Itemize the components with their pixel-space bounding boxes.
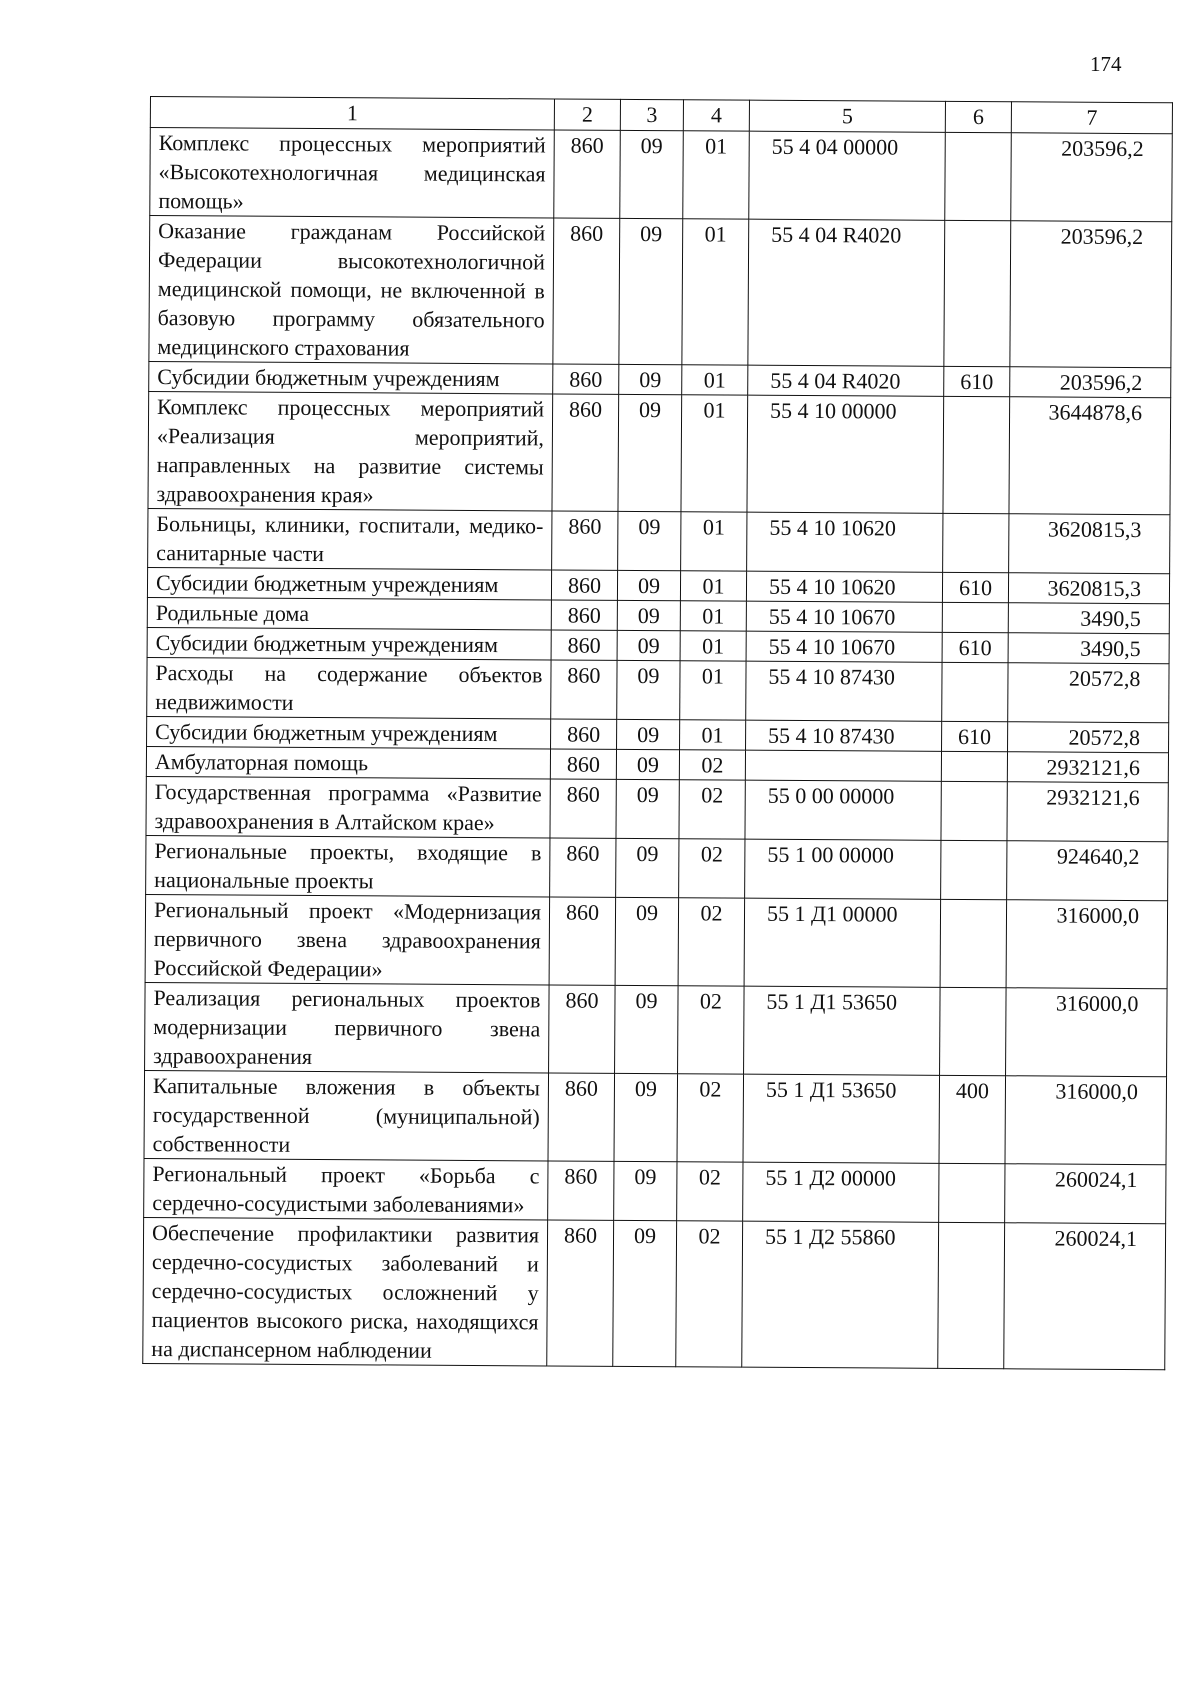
row-target-article-cell xyxy=(745,750,941,781)
row-section-cell: 09 xyxy=(616,838,679,897)
row-expense-type-cell: 610 xyxy=(942,721,1008,751)
row-subsection-cell: 01 xyxy=(681,395,748,512)
table-row xyxy=(146,776,1168,841)
row-subsection-cell: 01 xyxy=(680,661,746,720)
row-amount-cell: 260024,1 xyxy=(1005,1164,1166,1224)
row-amount-cell: 3644878,6 xyxy=(1009,397,1171,515)
row-grbs-cell: 860 xyxy=(551,719,617,749)
row-subsection-cell: 02 xyxy=(678,986,745,1074)
row-section-cell: 09 xyxy=(619,218,683,364)
page-number: 174 xyxy=(1090,52,1122,76)
row-name-cell: Государственная программа «Развитие здравоохранения в Алтайском крае» xyxy=(146,776,550,837)
row-subsection-cell: 02 xyxy=(677,1162,743,1221)
row-expense-type-cell xyxy=(944,220,1011,366)
row-amount-cell: 924640,2 xyxy=(1007,841,1168,901)
row-amount-cell: 203596,2 xyxy=(1010,221,1172,368)
row-grbs-cell: 860 xyxy=(554,130,621,218)
row-expense-type-cell xyxy=(941,751,1007,781)
row-section-cell: 09 xyxy=(617,719,680,749)
row-subsection-cell: 01 xyxy=(682,365,748,395)
row-expense-type-cell xyxy=(938,1222,1005,1368)
row-name-cell: Комплекс процессных мероприятий «Высокотехнологичная медицинская помощь» xyxy=(150,128,555,218)
row-grbs-cell: 860 xyxy=(548,1161,614,1220)
row-grbs-cell: 860 xyxy=(552,394,619,511)
row-subsection-cell: 01 xyxy=(680,571,746,601)
row-section-cell: 09 xyxy=(617,600,680,630)
row-name-cell: Региональный проект «Борьба с сердечно-сосудистыми заболеваниями» xyxy=(144,1158,548,1219)
row-section-cell: 09 xyxy=(617,570,680,600)
row-section-cell: 09 xyxy=(620,130,684,218)
column-header: 5 xyxy=(749,100,945,132)
row-expense-type-cell xyxy=(942,662,1008,721)
row-expense-type-cell xyxy=(939,1163,1005,1222)
row-name-cell: Капитальные вложения в объекты государственной (муниципальной) собственности xyxy=(144,1070,549,1160)
row-subsection-cell: 02 xyxy=(679,750,745,780)
table-body xyxy=(143,128,1173,1370)
row-name-cell: Родильные дома xyxy=(147,597,551,629)
row-expense-type-cell: 400 xyxy=(939,1075,1006,1163)
row-amount-cell: 3620815,3 xyxy=(1009,514,1170,574)
row-target-article-cell: 55 4 10 10620 xyxy=(747,512,943,572)
row-grbs-cell: 860 xyxy=(551,570,617,600)
row-amount-cell: 3620815,3 xyxy=(1008,573,1169,604)
row-target-article-cell: 55 4 04 00000 xyxy=(749,131,946,220)
row-section-cell: 09 xyxy=(614,1073,678,1161)
row-amount-cell: 203596,2 xyxy=(1010,367,1171,398)
row-name-cell: Обеспечение профилактики развития сердечно-сосудистых заболеваний и сердечно-сосудистых осложнений у пациентов высокого риска, находящихся на диспансерном наблюдении xyxy=(143,1217,548,1365)
row-grbs-cell: 860 xyxy=(550,779,616,838)
row-section-cell: 09 xyxy=(615,985,679,1073)
row-section-cell: 09 xyxy=(613,1220,677,1366)
row-expense-type-cell xyxy=(941,840,1007,899)
row-target-article-cell: 55 1 Д1 53650 xyxy=(744,986,941,1075)
row-amount-cell: 260024,1 xyxy=(1004,1223,1166,1370)
row-amount-cell: 3490,5 xyxy=(1008,633,1169,664)
row-name-cell: Субсидии бюджетным учреждениям xyxy=(149,361,553,393)
row-name-cell: Региональный проект «Модернизация первичного звена здравоохранения Российской Федерации» xyxy=(145,894,550,984)
row-grbs-cell: 860 xyxy=(552,511,618,570)
row-amount-cell: 20572,8 xyxy=(1008,663,1169,723)
row-expense-type-cell: 610 xyxy=(942,572,1008,602)
row-name-cell: Субсидии бюджетным учреждениям xyxy=(147,716,551,748)
row-target-article-cell: 55 4 10 00000 xyxy=(747,395,944,513)
row-target-article-cell: 55 1 Д1 00000 xyxy=(744,898,941,987)
row-amount-cell: 203596,2 xyxy=(1011,133,1173,222)
row-amount-cell: 3490,5 xyxy=(1008,603,1169,634)
row-target-article-cell: 55 1 00 00000 xyxy=(745,839,941,899)
row-amount-cell: 2932121,6 xyxy=(1007,782,1168,842)
row-expense-type-cell xyxy=(945,132,1012,220)
row-grbs-cell: 860 xyxy=(550,838,616,897)
row-name-cell: Больницы, клиники, госпитали, медико-санитарные части xyxy=(148,508,552,569)
row-section-cell: 09 xyxy=(614,1161,677,1220)
row-expense-type-cell xyxy=(940,987,1007,1075)
table-row xyxy=(145,894,1168,988)
row-grbs-cell: 860 xyxy=(547,1220,614,1366)
row-subsection-cell: 01 xyxy=(681,512,747,571)
column-header: 2 xyxy=(554,99,620,130)
table-row xyxy=(148,508,1170,573)
row-name-cell: Комплекс процессных мероприятий «Реализация мероприятий, направленных на развитие системы здравоохранения края» xyxy=(148,391,553,510)
table-row xyxy=(145,982,1168,1076)
row-grbs-cell: 860 xyxy=(553,218,620,364)
row-name-cell: Субсидии бюджетным учреждениям xyxy=(147,567,551,599)
row-target-article-cell: 55 4 10 10620 xyxy=(746,571,942,602)
row-target-article-cell: 55 4 10 87430 xyxy=(746,661,942,721)
row-grbs-cell: 860 xyxy=(549,985,616,1073)
row-section-cell: 09 xyxy=(615,897,679,985)
table-row xyxy=(146,835,1168,900)
table-row xyxy=(143,1217,1166,1369)
row-subsection-cell: 01 xyxy=(680,601,746,631)
row-grbs-cell: 860 xyxy=(551,660,617,719)
row-subsection-cell: 01 xyxy=(680,720,746,750)
row-grbs-cell: 860 xyxy=(548,1073,615,1161)
row-subsection-cell: 01 xyxy=(682,219,749,365)
row-subsection-cell: 01 xyxy=(680,631,746,661)
column-header: 3 xyxy=(620,99,683,130)
row-target-article-cell: 55 4 04 R4020 xyxy=(748,219,945,366)
column-header: 7 xyxy=(1011,102,1172,134)
row-expense-type-cell: 610 xyxy=(942,632,1008,662)
row-name-cell: Оказание гражданам Российской Федерации высокотехнологичной медицинской помощи, не включенной в базовую программу обязательного медицинского страхования xyxy=(149,216,554,364)
table-row xyxy=(147,657,1169,722)
row-grbs-cell: 860 xyxy=(549,897,616,985)
row-section-cell: 09 xyxy=(618,511,681,570)
row-amount-cell: 2932121,6 xyxy=(1007,752,1168,783)
column-header: 4 xyxy=(683,100,749,131)
row-amount-cell: 316000,0 xyxy=(1006,988,1168,1077)
row-target-article-cell: 55 1 Д1 53650 xyxy=(743,1074,940,1163)
row-expense-type-cell xyxy=(943,513,1009,572)
table-row xyxy=(144,1070,1167,1164)
table-row xyxy=(150,128,1173,222)
row-target-article-cell: 55 1 Д2 55860 xyxy=(742,1221,939,1368)
row-grbs-cell: 860 xyxy=(551,600,617,630)
row-amount-cell: 316000,0 xyxy=(1006,900,1168,989)
row-subsection-cell: 01 xyxy=(683,131,750,219)
row-name-cell: Реализация региональных проектов модернизации первичного звена здравоохранения xyxy=(145,982,550,1072)
row-section-cell: 09 xyxy=(617,630,680,660)
row-target-article-cell: 55 4 10 10670 xyxy=(746,601,942,632)
column-header: 1 xyxy=(150,97,554,130)
row-name-cell: Амбулаторная помощь xyxy=(146,746,550,778)
row-name-cell: Субсидии бюджетным учреждениям xyxy=(147,627,551,659)
row-expense-type-cell xyxy=(943,396,1010,513)
row-subsection-cell: 02 xyxy=(679,780,745,839)
row-expense-type-cell xyxy=(942,602,1008,632)
row-subsection-cell: 02 xyxy=(679,839,745,898)
row-expense-type-cell: 610 xyxy=(944,366,1010,396)
row-amount-cell: 316000,0 xyxy=(1005,1076,1167,1165)
row-subsection-cell: 02 xyxy=(676,1221,743,1367)
row-grbs-cell: 860 xyxy=(553,364,619,394)
row-expense-type-cell xyxy=(940,899,1007,987)
table-row xyxy=(144,1158,1166,1223)
row-section-cell: 09 xyxy=(616,749,679,779)
row-section-cell: 09 xyxy=(616,779,679,838)
budget-table xyxy=(142,96,1173,1370)
column-header: 6 xyxy=(945,101,1011,132)
row-section-cell: 09 xyxy=(617,660,680,719)
row-subsection-cell: 02 xyxy=(678,898,745,986)
row-amount-cell: 20572,8 xyxy=(1008,722,1169,753)
row-grbs-cell: 860 xyxy=(551,630,617,660)
table-row xyxy=(148,391,1171,514)
row-target-article-cell: 55 4 10 10670 xyxy=(746,631,942,662)
row-target-article-cell: 55 4 04 R4020 xyxy=(748,365,944,396)
row-name-cell: Расходы на содержание объектов недвижимости xyxy=(147,657,551,718)
row-grbs-cell: 860 xyxy=(550,749,616,779)
row-subsection-cell: 02 xyxy=(677,1074,744,1162)
row-expense-type-cell xyxy=(941,781,1007,840)
row-section-cell: 09 xyxy=(619,364,682,394)
row-name-cell: Региональные проекты, входящие в национальные проекты xyxy=(146,835,550,896)
row-target-article-cell: 55 1 Д2 00000 xyxy=(743,1162,939,1222)
table-row xyxy=(149,216,1172,368)
row-section-cell: 09 xyxy=(618,394,682,511)
row-target-article-cell: 55 4 10 87430 xyxy=(746,720,942,751)
row-target-article-cell: 55 0 00 00000 xyxy=(745,780,941,840)
